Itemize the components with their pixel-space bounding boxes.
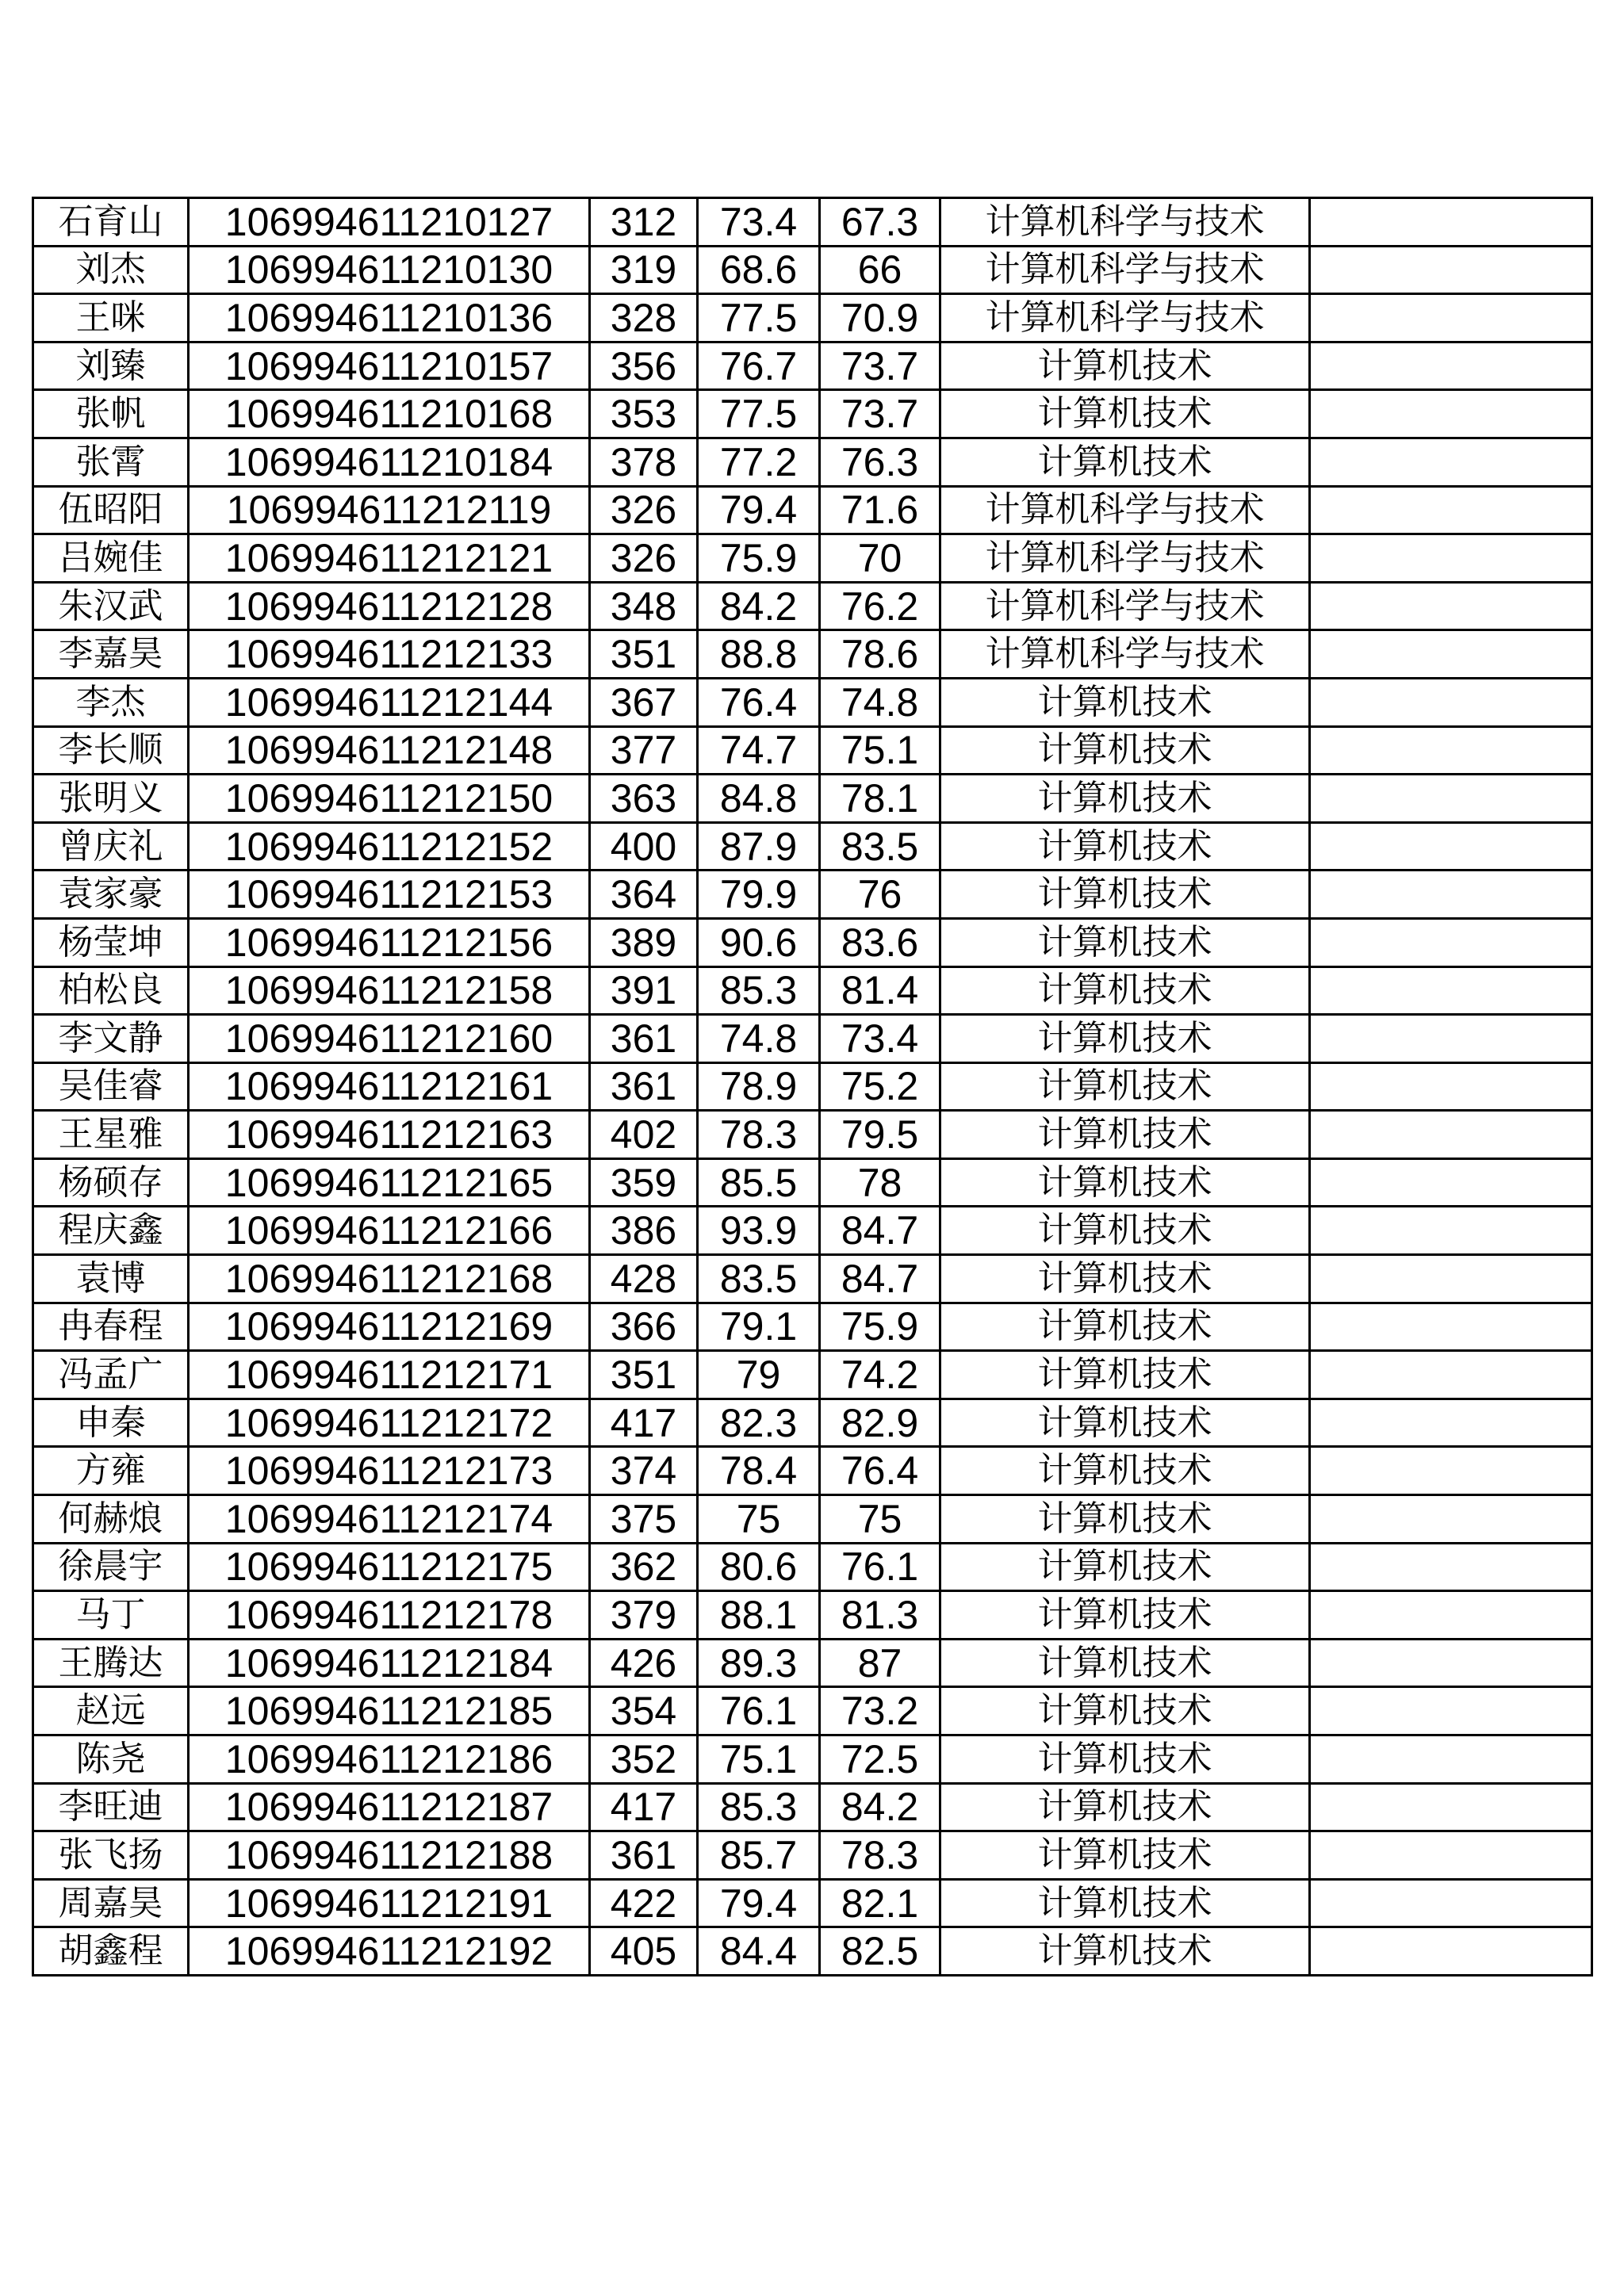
score-two-cell: 78.6 — [820, 630, 940, 679]
candidate-id-cell: 106994611212191 — [189, 1879, 590, 1927]
candidate-id-cell: 106994611212169 — [189, 1303, 590, 1351]
candidate-id-cell: 106994611210136 — [189, 294, 590, 342]
score-two-cell: 70.9 — [820, 294, 940, 342]
candidate-id-cell: 106994611212153 — [189, 871, 590, 919]
table-row — [33, 822, 1592, 871]
student-name-cell: 曾庆礼 — [33, 822, 189, 871]
total-score-cell: 379 — [590, 1591, 698, 1640]
table-row — [33, 1879, 1592, 1927]
score-one-cell: 88.8 — [698, 630, 820, 679]
major-cell: 计算机技术 — [940, 1351, 1310, 1399]
note-cell — [1310, 246, 1592, 294]
major-cell: 计算机技术 — [940, 390, 1310, 438]
student-name-cell: 冉春程 — [33, 1303, 189, 1351]
score-one-cell: 76.4 — [698, 678, 820, 726]
student-name-cell: 张飞扬 — [33, 1831, 189, 1880]
total-score-cell: 361 — [590, 1831, 698, 1880]
table-row — [33, 1255, 1592, 1303]
candidate-id-cell: 106994611212128 — [189, 582, 590, 630]
note-cell — [1310, 1351, 1592, 1399]
student-name-cell: 石育山 — [33, 198, 189, 247]
note-cell — [1310, 1543, 1592, 1591]
major-cell: 计算机技术 — [940, 726, 1310, 775]
score-one-cell: 78.4 — [698, 1447, 820, 1495]
student-name-cell: 徐晨宇 — [33, 1543, 189, 1591]
score-two-cell: 75.9 — [820, 1303, 940, 1351]
note-cell — [1310, 1303, 1592, 1351]
total-score-cell: 351 — [590, 630, 698, 679]
student-name-cell: 伍昭阳 — [33, 486, 189, 534]
table-row — [33, 918, 1592, 966]
score-one-cell: 85.3 — [698, 1783, 820, 1831]
student-name-cell: 陈尧 — [33, 1735, 189, 1784]
score-one-cell: 75.9 — [698, 534, 820, 583]
score-one-cell: 83.5 — [698, 1255, 820, 1303]
candidate-id-cell: 106994611210130 — [189, 246, 590, 294]
note-cell — [1310, 198, 1592, 247]
major-cell: 计算机技术 — [940, 1495, 1310, 1544]
major-cell: 计算机科学与技术 — [940, 246, 1310, 294]
score-two-cell: 81.3 — [820, 1591, 940, 1640]
major-cell: 计算机技术 — [940, 1879, 1310, 1927]
total-score-cell: 354 — [590, 1687, 698, 1735]
table-row — [33, 198, 1592, 247]
total-score-cell: 402 — [590, 1111, 698, 1159]
score-two-cell: 84.7 — [820, 1255, 940, 1303]
total-score-cell: 319 — [590, 246, 698, 294]
student-name-cell: 冯孟广 — [33, 1351, 189, 1399]
score-one-cell: 80.6 — [698, 1543, 820, 1591]
total-score-cell: 405 — [590, 1927, 698, 1976]
student-name-cell: 何赫烺 — [33, 1495, 189, 1544]
table-row — [33, 1783, 1592, 1831]
candidate-id-cell: 106994611212173 — [189, 1447, 590, 1495]
total-score-cell: 352 — [590, 1735, 698, 1784]
table-row — [33, 486, 1592, 534]
score-two-cell: 87 — [820, 1639, 940, 1687]
student-name-cell: 赵远 — [33, 1687, 189, 1735]
candidate-id-cell: 106994611212184 — [189, 1639, 590, 1687]
score-one-cell: 82.3 — [698, 1399, 820, 1447]
score-one-cell: 73.4 — [698, 198, 820, 247]
student-name-cell: 李杰 — [33, 678, 189, 726]
total-score-cell: 386 — [590, 1207, 698, 1255]
total-score-cell: 426 — [590, 1639, 698, 1687]
table-row — [33, 246, 1592, 294]
score-table-body — [33, 198, 1592, 1976]
score-two-cell: 82.5 — [820, 1927, 940, 1976]
student-name-cell: 杨硕存 — [33, 1158, 189, 1207]
total-score-cell: 367 — [590, 678, 698, 726]
total-score-cell: 363 — [590, 775, 698, 823]
total-score-cell: 417 — [590, 1783, 698, 1831]
score-two-cell: 74.2 — [820, 1351, 940, 1399]
total-score-cell: 389 — [590, 918, 698, 966]
total-score-cell: 361 — [590, 1062, 698, 1111]
candidate-id-cell: 106994611212166 — [189, 1207, 590, 1255]
major-cell: 计算机技术 — [940, 678, 1310, 726]
total-score-cell: 348 — [590, 582, 698, 630]
score-two-cell: 73.7 — [820, 342, 940, 390]
score-two-cell: 72.5 — [820, 1735, 940, 1784]
score-two-cell: 84.7 — [820, 1207, 940, 1255]
major-cell: 计算机技术 — [940, 1687, 1310, 1735]
student-name-cell: 袁家豪 — [33, 871, 189, 919]
score-two-cell: 73.7 — [820, 390, 940, 438]
note-cell — [1310, 1639, 1592, 1687]
candidate-id-cell: 106994611212160 — [189, 1015, 590, 1063]
score-one-cell: 85.3 — [698, 966, 820, 1015]
major-cell: 计算机技术 — [940, 1783, 1310, 1831]
note-cell — [1310, 871, 1592, 919]
score-one-cell: 78.3 — [698, 1111, 820, 1159]
candidate-id-cell: 106994611212121 — [189, 534, 590, 583]
major-cell: 计算机科学与技术 — [940, 486, 1310, 534]
score-one-cell: 79.4 — [698, 1879, 820, 1927]
candidate-id-cell: 106994611210184 — [189, 438, 590, 486]
score-two-cell: 83.5 — [820, 822, 940, 871]
score-two-cell: 66 — [820, 246, 940, 294]
note-cell — [1310, 822, 1592, 871]
total-score-cell: 400 — [590, 822, 698, 871]
note-cell — [1310, 486, 1592, 534]
table-row — [33, 1687, 1592, 1735]
student-name-cell: 张明义 — [33, 775, 189, 823]
table-row — [33, 1303, 1592, 1351]
score-two-cell: 76.2 — [820, 582, 940, 630]
note-cell — [1310, 582, 1592, 630]
student-name-cell: 杨莹坤 — [33, 918, 189, 966]
score-two-cell: 74.8 — [820, 678, 940, 726]
total-score-cell: 366 — [590, 1303, 698, 1351]
major-cell: 计算机技术 — [940, 1255, 1310, 1303]
major-cell: 计算机技术 — [940, 775, 1310, 823]
note-cell — [1310, 1111, 1592, 1159]
candidate-id-cell: 106994611210127 — [189, 198, 590, 247]
score-two-cell: 75.1 — [820, 726, 940, 775]
major-cell: 计算机技术 — [940, 1591, 1310, 1640]
score-one-cell: 79.9 — [698, 871, 820, 919]
major-cell: 计算机技术 — [940, 1399, 1310, 1447]
major-cell: 计算机技术 — [940, 1831, 1310, 1880]
table-row — [33, 1399, 1592, 1447]
candidate-id-cell: 106994611212187 — [189, 1783, 590, 1831]
score-one-cell: 68.6 — [698, 246, 820, 294]
major-cell: 计算机技术 — [940, 918, 1310, 966]
note-cell — [1310, 1207, 1592, 1255]
student-name-cell: 李长顺 — [33, 726, 189, 775]
major-cell: 计算机技术 — [940, 1303, 1310, 1351]
score-one-cell: 79 — [698, 1351, 820, 1399]
note-cell — [1310, 1591, 1592, 1640]
note-cell — [1310, 678, 1592, 726]
major-cell: 计算机技术 — [940, 342, 1310, 390]
table-row — [33, 726, 1592, 775]
candidate-id-cell: 106994611212178 — [189, 1591, 590, 1640]
note-cell — [1310, 1879, 1592, 1927]
score-one-cell: 77.5 — [698, 390, 820, 438]
total-score-cell: 361 — [590, 1015, 698, 1063]
candidate-id-cell: 106994611212156 — [189, 918, 590, 966]
score-one-cell: 87.9 — [698, 822, 820, 871]
student-name-cell: 程庆鑫 — [33, 1207, 189, 1255]
table-row — [33, 1207, 1592, 1255]
score-two-cell: 76.3 — [820, 438, 940, 486]
score-two-cell: 82.9 — [820, 1399, 940, 1447]
score-two-cell: 83.6 — [820, 918, 940, 966]
major-cell: 计算机技术 — [940, 1927, 1310, 1976]
student-name-cell: 张帆 — [33, 390, 189, 438]
total-score-cell: 375 — [590, 1495, 698, 1544]
score-one-cell: 79.1 — [698, 1303, 820, 1351]
score-one-cell: 89.3 — [698, 1639, 820, 1687]
score-two-cell: 78.1 — [820, 775, 940, 823]
candidate-id-cell: 106994611212119 — [189, 486, 590, 534]
note-cell — [1310, 1015, 1592, 1063]
note-cell — [1310, 1735, 1592, 1784]
total-score-cell: 422 — [590, 1879, 698, 1927]
candidate-id-cell: 106994611212192 — [189, 1927, 590, 1976]
major-cell: 计算机技术 — [940, 822, 1310, 871]
score-one-cell: 93.9 — [698, 1207, 820, 1255]
major-cell: 计算机技术 — [940, 1543, 1310, 1591]
candidate-id-cell: 106994611210157 — [189, 342, 590, 390]
score-two-cell: 79.5 — [820, 1111, 940, 1159]
table-row — [33, 1062, 1592, 1111]
score-one-cell: 78.9 — [698, 1062, 820, 1111]
score-one-cell: 90.6 — [698, 918, 820, 966]
table-row — [33, 1831, 1592, 1880]
table-row — [33, 390, 1592, 438]
student-name-cell: 袁博 — [33, 1255, 189, 1303]
table-row — [33, 966, 1592, 1015]
score-one-cell: 84.4 — [698, 1927, 820, 1976]
total-score-cell: 356 — [590, 342, 698, 390]
table-row — [33, 1158, 1592, 1207]
table-row — [33, 1447, 1592, 1495]
score-two-cell: 78 — [820, 1158, 940, 1207]
candidate-id-cell: 106994611212186 — [189, 1735, 590, 1784]
major-cell: 计算机技术 — [940, 438, 1310, 486]
note-cell — [1310, 1495, 1592, 1544]
total-score-cell: 377 — [590, 726, 698, 775]
major-cell: 计算机科学与技术 — [940, 294, 1310, 342]
table-row — [33, 1735, 1592, 1784]
major-cell: 计算机技术 — [940, 1207, 1310, 1255]
total-score-cell: 417 — [590, 1399, 698, 1447]
score-two-cell: 70 — [820, 534, 940, 583]
student-name-cell: 方雍 — [33, 1447, 189, 1495]
score-one-cell: 79.4 — [698, 486, 820, 534]
student-name-cell: 申秦 — [33, 1399, 189, 1447]
student-name-cell: 王咪 — [33, 294, 189, 342]
score-one-cell: 85.5 — [698, 1158, 820, 1207]
total-score-cell: 428 — [590, 1255, 698, 1303]
student-name-cell: 吕婉佳 — [33, 534, 189, 583]
candidate-id-cell: 106994611212165 — [189, 1158, 590, 1207]
student-name-cell: 吴佳睿 — [33, 1062, 189, 1111]
table-row — [33, 1015, 1592, 1063]
student-name-cell: 王腾达 — [33, 1639, 189, 1687]
major-cell: 计算机科学与技术 — [940, 582, 1310, 630]
note-cell — [1310, 630, 1592, 679]
candidate-id-cell: 106994611210168 — [189, 390, 590, 438]
score-one-cell: 74.8 — [698, 1015, 820, 1063]
note-cell — [1310, 1831, 1592, 1880]
table-row — [33, 1927, 1592, 1976]
candidate-id-cell: 106994611212175 — [189, 1543, 590, 1591]
score-one-cell: 85.7 — [698, 1831, 820, 1880]
score-one-cell: 74.7 — [698, 726, 820, 775]
candidate-id-cell: 106994611212161 — [189, 1062, 590, 1111]
note-cell — [1310, 342, 1592, 390]
table-row — [33, 678, 1592, 726]
score-two-cell: 82.1 — [820, 1879, 940, 1927]
table-row — [33, 1351, 1592, 1399]
table-row — [33, 438, 1592, 486]
total-score-cell: 378 — [590, 438, 698, 486]
score-one-cell: 84.8 — [698, 775, 820, 823]
table-row — [33, 534, 1592, 583]
table-row — [33, 871, 1592, 919]
major-cell: 计算机科学与技术 — [940, 534, 1310, 583]
student-name-cell: 李旺迪 — [33, 1783, 189, 1831]
score-one-cell: 76.7 — [698, 342, 820, 390]
total-score-cell: 353 — [590, 390, 698, 438]
candidate-id-cell: 106994611212188 — [189, 1831, 590, 1880]
score-two-cell: 73.4 — [820, 1015, 940, 1063]
score-two-cell: 76.1 — [820, 1543, 940, 1591]
major-cell: 计算机科学与技术 — [940, 198, 1310, 247]
note-cell — [1310, 966, 1592, 1015]
total-score-cell: 326 — [590, 486, 698, 534]
total-score-cell: 351 — [590, 1351, 698, 1399]
candidate-id-cell: 106994611212158 — [189, 966, 590, 1015]
score-one-cell: 77.2 — [698, 438, 820, 486]
major-cell: 计算机科学与技术 — [940, 630, 1310, 679]
total-score-cell: 326 — [590, 534, 698, 583]
score-one-cell: 77.5 — [698, 294, 820, 342]
note-cell — [1310, 1783, 1592, 1831]
score-one-cell: 75.1 — [698, 1735, 820, 1784]
note-cell — [1310, 1158, 1592, 1207]
total-score-cell: 328 — [590, 294, 698, 342]
total-score-cell: 312 — [590, 198, 698, 247]
total-score-cell: 391 — [590, 966, 698, 1015]
note-cell — [1310, 1447, 1592, 1495]
student-name-cell: 李文静 — [33, 1015, 189, 1063]
note-cell — [1310, 775, 1592, 823]
score-two-cell: 75.2 — [820, 1062, 940, 1111]
candidate-id-cell: 106994611212171 — [189, 1351, 590, 1399]
candidate-id-cell: 106994611212185 — [189, 1687, 590, 1735]
student-name-cell: 柏松良 — [33, 966, 189, 1015]
note-cell — [1310, 390, 1592, 438]
major-cell: 计算机技术 — [940, 1447, 1310, 1495]
score-one-cell: 76.1 — [698, 1687, 820, 1735]
candidate-id-cell: 106994611212163 — [189, 1111, 590, 1159]
score-table — [32, 197, 1593, 1976]
table-row — [33, 342, 1592, 390]
candidate-id-cell: 106994611212144 — [189, 678, 590, 726]
score-two-cell: 73.2 — [820, 1687, 940, 1735]
candidate-id-cell: 106994611212152 — [189, 822, 590, 871]
major-cell: 计算机技术 — [940, 1111, 1310, 1159]
score-two-cell: 84.2 — [820, 1783, 940, 1831]
score-two-cell: 76 — [820, 871, 940, 919]
student-name-cell: 刘杰 — [33, 246, 189, 294]
student-name-cell: 刘臻 — [33, 342, 189, 390]
table-row — [33, 1639, 1592, 1687]
note-cell — [1310, 1399, 1592, 1447]
score-two-cell: 81.4 — [820, 966, 940, 1015]
table-row — [33, 630, 1592, 679]
major-cell: 计算机技术 — [940, 1639, 1310, 1687]
total-score-cell: 359 — [590, 1158, 698, 1207]
table-row — [33, 582, 1592, 630]
score-one-cell: 75 — [698, 1495, 820, 1544]
note-cell — [1310, 534, 1592, 583]
score-two-cell: 76.4 — [820, 1447, 940, 1495]
candidate-id-cell: 106994611212133 — [189, 630, 590, 679]
student-name-cell: 李嘉昊 — [33, 630, 189, 679]
note-cell — [1310, 294, 1592, 342]
major-cell: 计算机技术 — [940, 1158, 1310, 1207]
note-cell — [1310, 918, 1592, 966]
score-two-cell: 75 — [820, 1495, 940, 1544]
total-score-cell: 374 — [590, 1447, 698, 1495]
candidate-id-cell: 106994611212168 — [189, 1255, 590, 1303]
student-name-cell: 马丁 — [33, 1591, 189, 1640]
score-two-cell: 78.3 — [820, 1831, 940, 1880]
major-cell: 计算机技术 — [940, 966, 1310, 1015]
major-cell: 计算机技术 — [940, 871, 1310, 919]
student-name-cell: 周嘉昊 — [33, 1879, 189, 1927]
score-one-cell: 84.2 — [698, 582, 820, 630]
note-cell — [1310, 1062, 1592, 1111]
student-name-cell: 张霄 — [33, 438, 189, 486]
note-cell — [1310, 726, 1592, 775]
student-name-cell: 朱汉武 — [33, 582, 189, 630]
note-cell — [1310, 438, 1592, 486]
score-two-cell: 71.6 — [820, 486, 940, 534]
table-row — [33, 775, 1592, 823]
table-row — [33, 1591, 1592, 1640]
total-score-cell: 362 — [590, 1543, 698, 1591]
candidate-id-cell: 106994611212174 — [189, 1495, 590, 1544]
table-row — [33, 1543, 1592, 1591]
major-cell: 计算机技术 — [940, 1062, 1310, 1111]
score-one-cell: 88.1 — [698, 1591, 820, 1640]
candidate-id-cell: 106994611212148 — [189, 726, 590, 775]
student-name-cell: 王星雅 — [33, 1111, 189, 1159]
score-two-cell: 67.3 — [820, 198, 940, 247]
table-row — [33, 1495, 1592, 1544]
table-row — [33, 294, 1592, 342]
candidate-id-cell: 106994611212172 — [189, 1399, 590, 1447]
note-cell — [1310, 1687, 1592, 1735]
candidate-id-cell: 106994611212150 — [189, 775, 590, 823]
major-cell: 计算机技术 — [940, 1015, 1310, 1063]
student-name-cell: 胡鑫程 — [33, 1927, 189, 1976]
table-row — [33, 1111, 1592, 1159]
note-cell — [1310, 1927, 1592, 1976]
total-score-cell: 364 — [590, 871, 698, 919]
major-cell: 计算机技术 — [940, 1735, 1310, 1784]
note-cell — [1310, 1255, 1592, 1303]
